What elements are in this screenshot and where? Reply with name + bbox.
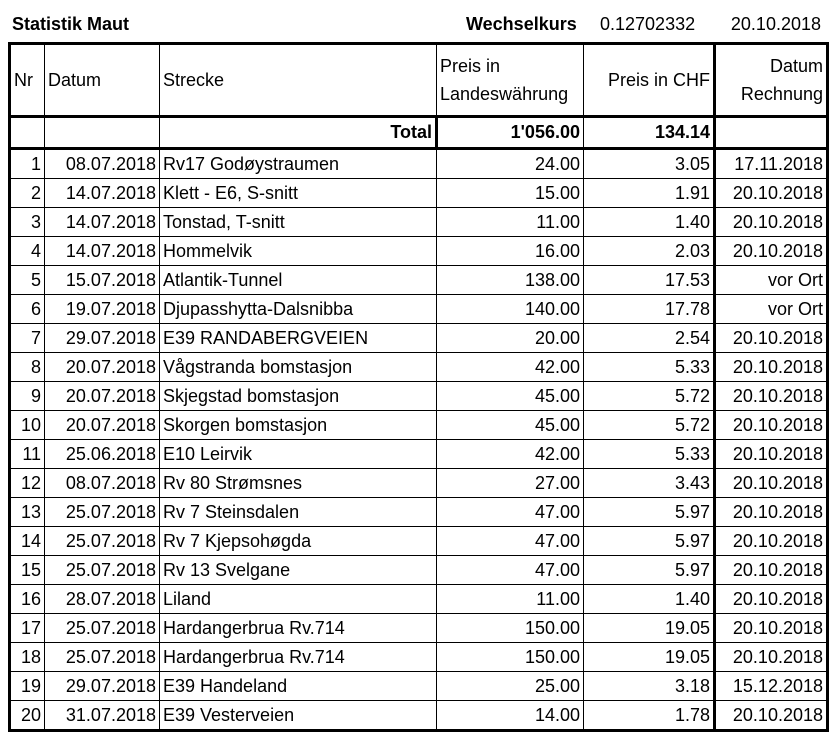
cell-datum-rechnung[interactable]: vor Ort bbox=[715, 295, 828, 324]
cell-preis-chf[interactable]: 5.97 bbox=[584, 498, 715, 527]
cell-preis-chf[interactable]: 19.05 bbox=[584, 643, 715, 672]
col-header-datum-rechnung[interactable] bbox=[715, 44, 828, 117]
table-row bbox=[10, 643, 828, 672]
cell-datum-rechnung[interactable]: 20.10.2018 bbox=[715, 643, 828, 672]
cell-preis-lw[interactable]: 42.00 bbox=[437, 353, 584, 382]
cell-strecke[interactable]: Rv 13 Svelgane bbox=[160, 556, 437, 585]
cell-preis-lw[interactable]: 20.00 bbox=[437, 324, 584, 353]
cell-preis-lw[interactable]: 11.00 bbox=[437, 585, 584, 614]
cell-preis-lw[interactable]: 16.00 bbox=[437, 237, 584, 266]
cell-datum[interactable]: 20.07.2018 bbox=[45, 353, 160, 382]
table-row bbox=[10, 527, 828, 556]
cell-nr[interactable]: 15 bbox=[10, 556, 45, 585]
table-row bbox=[10, 208, 828, 237]
sheet-title: Statistik Maut bbox=[12, 14, 130, 34]
cell-preis-lw[interactable]: 140.00 bbox=[437, 295, 584, 324]
cell-preis-chf[interactable]: 5.97 bbox=[584, 527, 715, 556]
cell-nr[interactable]: 1 bbox=[10, 149, 45, 179]
col-header-rechnung-line1: Datum bbox=[769, 56, 823, 76]
cell-nr[interactable]: 4 bbox=[10, 237, 45, 266]
cell-datum[interactable]: 15.07.2018 bbox=[45, 266, 160, 295]
cell-strecke[interactable]: Vågstranda bomstasjon bbox=[160, 353, 437, 382]
cell-strecke[interactable]: E39 Handeland bbox=[160, 672, 437, 701]
cell-nr[interactable]: 9 bbox=[10, 382, 45, 411]
cell-preis-lw[interactable]: 150.00 bbox=[437, 614, 584, 643]
cell-datum[interactable]: 14.07.2018 bbox=[45, 179, 160, 208]
cell-nr[interactable]: 6 bbox=[10, 295, 45, 324]
cell-preis-chf[interactable]: 5.33 bbox=[584, 353, 715, 382]
cell-datum-rechnung[interactable]: 20.10.2018 bbox=[715, 614, 828, 643]
cell-strecke[interactable]: Hommelvik bbox=[160, 237, 437, 266]
cell-strecke[interactable]: Hardangerbrua Rv.714 bbox=[160, 614, 437, 643]
exchange-rate-label: Wechselkurs bbox=[466, 14, 577, 34]
cell-nr[interactable]: 5 bbox=[10, 266, 45, 295]
col-header-preis-lw-line1: Preis in bbox=[440, 56, 501, 76]
cell-nr[interactable]: 12 bbox=[10, 469, 45, 498]
cell-datum-rechnung[interactable]: 15.12.2018 bbox=[715, 672, 828, 701]
cell-nr[interactable]: 11 bbox=[10, 440, 45, 469]
cell-datum-rechnung[interactable]: 17.11.2018 bbox=[715, 149, 828, 179]
exchange-rate-value: 0.12702332 bbox=[600, 14, 696, 34]
cell-preis-chf[interactable]: 5.33 bbox=[584, 440, 715, 469]
cell-strecke[interactable]: Atlantik-Tunnel bbox=[160, 266, 437, 295]
cell-preis-chf[interactable]: 3.05 bbox=[584, 149, 715, 179]
table-header-row bbox=[10, 44, 828, 117]
cell-preis-chf[interactable]: 5.72 bbox=[584, 382, 715, 411]
cell-preis-chf[interactable]: 17.78 bbox=[584, 295, 715, 324]
cell-preis-lw[interactable]: 47.00 bbox=[437, 527, 584, 556]
cell-datum-rechnung[interactable]: 20.10.2018 bbox=[715, 324, 828, 353]
cell-datum-rechnung[interactable]: 20.10.2018 bbox=[715, 498, 828, 527]
cell-datum[interactable]: 25.07.2018 bbox=[45, 614, 160, 643]
cell-preis-lw[interactable]: 47.00 bbox=[437, 556, 584, 585]
cell-preis-chf[interactable]: 1.78 bbox=[584, 701, 715, 731]
cell-nr[interactable]: 3 bbox=[10, 208, 45, 237]
cell-strecke[interactable]: Djupasshytta-Dalsnibba bbox=[160, 295, 437, 324]
cell-preis-chf[interactable]: 19.05 bbox=[584, 614, 715, 643]
cell-preis-lw[interactable]: 138.00 bbox=[437, 266, 584, 295]
cell-datum[interactable]: 25.07.2018 bbox=[45, 643, 160, 672]
cell-preis-chf[interactable]: 3.43 bbox=[584, 469, 715, 498]
col-header-datum[interactable]: Datum bbox=[45, 44, 160, 117]
table-row bbox=[10, 585, 828, 614]
cell-datum[interactable]: 20.07.2018 bbox=[45, 382, 160, 411]
table-row bbox=[10, 556, 828, 585]
cell-datum-rechnung[interactable]: 20.10.2018 bbox=[715, 208, 828, 237]
table-row bbox=[10, 672, 828, 701]
cell-strecke[interactable]: Tonstad, T-snitt bbox=[160, 208, 437, 237]
cell-strecke[interactable]: Rv 7 Steinsdalen bbox=[160, 498, 437, 527]
cell-strecke[interactable]: E10 Leirvik bbox=[160, 440, 437, 469]
cell-preis-lw[interactable]: 25.00 bbox=[437, 672, 584, 701]
cell-strecke[interactable]: Rv 80 Strømsnes bbox=[160, 469, 437, 498]
cell-datum[interactable]: 31.07.2018 bbox=[45, 701, 160, 731]
cell-datum-rechnung[interactable]: 20.10.2018 bbox=[715, 527, 828, 556]
cell-datum-rechnung[interactable]: 20.10.2018 bbox=[715, 411, 828, 440]
cell-datum[interactable]: 25.06.2018 bbox=[45, 440, 160, 469]
cell-preis-chf[interactable]: 5.72 bbox=[584, 411, 715, 440]
col-header-strecke[interactable]: Strecke bbox=[160, 44, 437, 117]
cell-strecke[interactable]: Klett - E6, S-snitt bbox=[160, 179, 437, 208]
table-row bbox=[10, 266, 828, 295]
cell-nr[interactable]: 13 bbox=[10, 498, 45, 527]
cell-datum[interactable]: 25.07.2018 bbox=[45, 527, 160, 556]
cell-nr[interactable]: 14 bbox=[10, 527, 45, 556]
cell-datum[interactable]: 19.07.2018 bbox=[45, 295, 160, 324]
sheet-date: 20.10.2018 bbox=[730, 14, 821, 34]
table-row bbox=[10, 411, 828, 440]
table-row bbox=[10, 295, 828, 324]
cell-strecke[interactable]: Skorgen bomstasjon bbox=[160, 411, 437, 440]
total-cell-datum[interactable] bbox=[45, 117, 160, 149]
total-cell-nr[interactable] bbox=[10, 117, 45, 149]
cell-preis-chf[interactable]: 3.18 bbox=[584, 672, 715, 701]
cell-datum[interactable]: 08.07.2018 bbox=[45, 149, 160, 179]
cell-datum-rechnung[interactable]: 20.10.2018 bbox=[715, 440, 828, 469]
table-row bbox=[10, 701, 828, 731]
cell-nr[interactable]: 18 bbox=[10, 643, 45, 672]
toll-table bbox=[8, 42, 829, 732]
cell-preis-lw[interactable]: 27.00 bbox=[437, 469, 584, 498]
cell-nr[interactable]: 16 bbox=[10, 585, 45, 614]
table-row bbox=[10, 237, 828, 266]
table-row bbox=[10, 440, 828, 469]
cell-nr[interactable]: 19 bbox=[10, 672, 45, 701]
col-header-preis-chf[interactable]: Preis in CHF bbox=[584, 44, 715, 117]
cell-strecke[interactable]: Rv 7 Kjepsohøgda bbox=[160, 527, 437, 556]
cell-preis-chf[interactable]: 2.54 bbox=[584, 324, 715, 353]
cell-nr[interactable]: 20 bbox=[10, 701, 45, 731]
cell-datum[interactable]: 25.07.2018 bbox=[45, 498, 160, 527]
cell-datum[interactable]: 28.07.2018 bbox=[45, 585, 160, 614]
cell-strecke[interactable]: Liland bbox=[160, 585, 437, 614]
cell-preis-lw[interactable]: 45.00 bbox=[437, 382, 584, 411]
cell-datum[interactable]: 14.07.2018 bbox=[45, 237, 160, 266]
total-row bbox=[10, 117, 828, 149]
cell-datum-rechnung[interactable]: 20.10.2018 bbox=[715, 237, 828, 266]
cell-strecke[interactable]: E39 RANDABERGVEIEN bbox=[160, 324, 437, 353]
table-row bbox=[10, 614, 828, 643]
total-preis-chf[interactable]: 134.14 bbox=[584, 117, 715, 149]
cell-datum-rechnung[interactable]: 20.10.2018 bbox=[715, 382, 828, 411]
table-row bbox=[10, 469, 828, 498]
cell-strecke[interactable]: E39 Vesterveien bbox=[160, 701, 437, 731]
cell-datum[interactable]: 08.07.2018 bbox=[45, 469, 160, 498]
table-row bbox=[10, 498, 828, 527]
total-preis-lw[interactable]: 1'056.00 bbox=[437, 117, 584, 149]
cell-preis-lw[interactable]: 42.00 bbox=[437, 440, 584, 469]
cell-datum[interactable]: 29.07.2018 bbox=[45, 672, 160, 701]
cell-preis-chf[interactable]: 1.40 bbox=[584, 585, 715, 614]
cell-preis-chf[interactable]: 1.91 bbox=[584, 179, 715, 208]
cell-preis-lw[interactable]: 15.00 bbox=[437, 179, 584, 208]
cell-datum[interactable]: 20.07.2018 bbox=[45, 411, 160, 440]
cell-preis-lw[interactable]: 45.00 bbox=[437, 411, 584, 440]
cell-nr[interactable]: 17 bbox=[10, 614, 45, 643]
cell-preis-lw[interactable]: 47.00 bbox=[437, 498, 584, 527]
cell-preis-lw[interactable]: 11.00 bbox=[437, 208, 584, 237]
cell-preis-chf[interactable]: 5.97 bbox=[584, 556, 715, 585]
cell-datum-rechnung[interactable]: vor Ort bbox=[715, 266, 828, 295]
cell-preis-chf[interactable]: 17.53 bbox=[584, 266, 715, 295]
cell-nr[interactable]: 2 bbox=[10, 179, 45, 208]
cell-preis-chf[interactable]: 2.03 bbox=[584, 237, 715, 266]
cell-datum[interactable]: 25.07.2018 bbox=[45, 556, 160, 585]
cell-preis-lw[interactable]: 24.00 bbox=[437, 149, 584, 179]
total-cell-rechnung[interactable] bbox=[715, 117, 828, 149]
col-header-preis-landeswaehrung[interactable] bbox=[437, 44, 584, 117]
cell-nr[interactable]: 10 bbox=[10, 411, 45, 440]
table-row bbox=[10, 324, 828, 353]
cell-datum[interactable]: 29.07.2018 bbox=[45, 324, 160, 353]
cell-nr[interactable]: 8 bbox=[10, 353, 45, 382]
cell-datum-rechnung[interactable]: 20.10.2018 bbox=[715, 353, 828, 382]
sheet-header bbox=[0, 0, 837, 42]
table-row bbox=[10, 353, 828, 382]
cell-preis-lw[interactable]: 150.00 bbox=[437, 643, 584, 672]
col-header-rechnung-line2: Rechnung bbox=[740, 84, 823, 104]
cell-strecke[interactable]: Skjegstad bomstasjon bbox=[160, 382, 437, 411]
table-row bbox=[10, 382, 828, 411]
total-label[interactable]: Total bbox=[160, 117, 437, 149]
cell-strecke[interactable]: Hardangerbrua Rv.714 bbox=[160, 643, 437, 672]
cell-datum-rechnung[interactable]: 20.10.2018 bbox=[715, 179, 828, 208]
cell-preis-lw[interactable]: 14.00 bbox=[437, 701, 584, 731]
cell-preis-chf[interactable]: 1.40 bbox=[584, 208, 715, 237]
col-header-preis-lw-line2: Landeswährung bbox=[440, 84, 569, 104]
cell-datum[interactable]: 14.07.2018 bbox=[45, 208, 160, 237]
cell-datum-rechnung[interactable]: 20.10.2018 bbox=[715, 701, 828, 731]
table-row bbox=[10, 149, 828, 179]
col-header-nr[interactable]: Nr bbox=[10, 44, 45, 117]
cell-nr[interactable]: 7 bbox=[10, 324, 45, 353]
cell-datum-rechnung[interactable]: 20.10.2018 bbox=[715, 469, 828, 498]
cell-strecke[interactable]: Rv17 Godøystraumen bbox=[160, 149, 437, 179]
cell-datum-rechnung[interactable]: 20.10.2018 bbox=[715, 585, 828, 614]
table-row bbox=[10, 179, 828, 208]
cell-datum-rechnung[interactable]: 20.10.2018 bbox=[715, 556, 828, 585]
